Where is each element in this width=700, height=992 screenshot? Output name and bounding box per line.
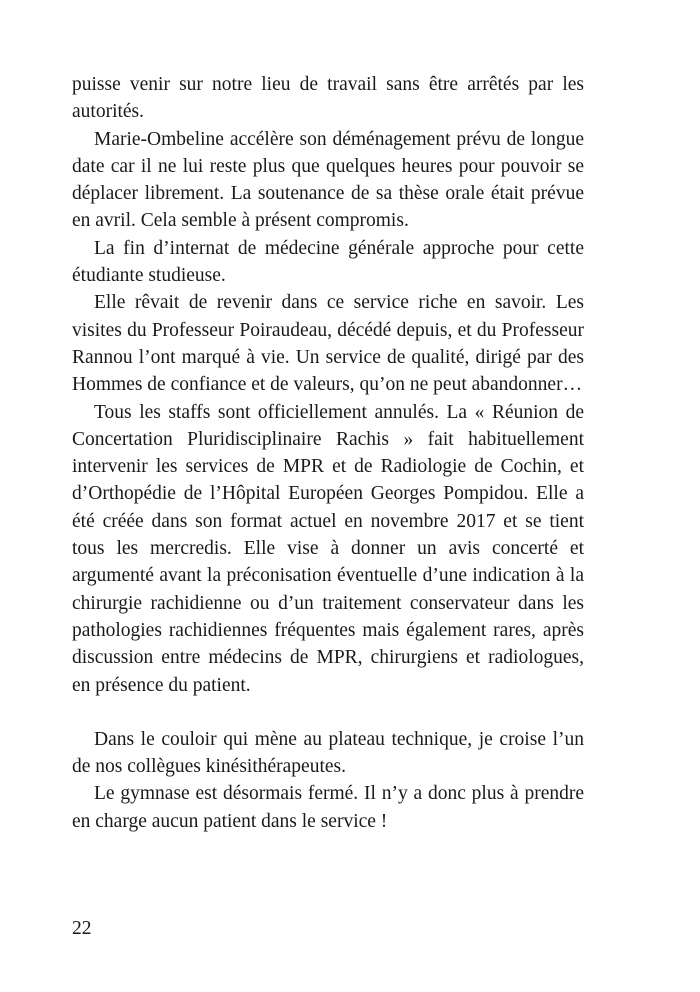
paragraph-marie-ombeline: Marie-Ombeline accélère son déménagement prévu de longue date car il ne lui reste plus que quelques heures pour pouvoir se déplacer librement. La soutenance de sa thèse orale était prévue en avril. Cela semble à présent compromis. (72, 128, 584, 232)
paragraph-service: Elle rêvait de revenir dans ce service riche en savoir. Les visites du Professeur Poiraudeau, décédé depuis, et du Professeur Rannou l’ont marqué à vie. Un service de qualité, dirigé par des Hommes de confiance et de valeurs, qu’on ne peut abandonner… (72, 292, 584, 396)
page-body (72, 71, 584, 835)
page-number: 22 (72, 918, 92, 939)
paragraph-internat: La fin d’internat de médecine générale approche pour cette étudiante studieuse. (72, 237, 584, 287)
paragraph-gymnase: Le gymnase est désormais fermé. Il n’y a donc plus à prendre en charge aucun patient dans le service ! (72, 783, 584, 832)
paragraph-couloir: Dans le couloir qui mène au plateau technique, je croise l’un de nos collègues kinésithérapeutes. (72, 728, 584, 778)
paragraph-staffs: Tous les staffs sont officiellement annulés. La « Réunion de Concertation Pluridisciplinaire Rachis » fait habituellement intervenir les services de MPR et de Radiologie de Cochin, et d’Orthopédie de l’Hôpital Européen Georges Pompidou. Elle a été créée dans son format actuel en novembre 2017 et se tient tous les mercredis. Elle vise à donner un avis concerté et argumenté avant la préconisation éventuelle d’une indication à la chirurgie rachidienne ou d’un traitement conservateur dans les pathologies rachidiennes fréquentes mais également rares, après discussion entre médecins de MPR, chirurgiens et radiologues, en présence du patient. (72, 401, 584, 696)
paragraph-continuation: puisse venir sur notre lieu de travail sans être arrêtés par les autorités. (72, 74, 584, 123)
